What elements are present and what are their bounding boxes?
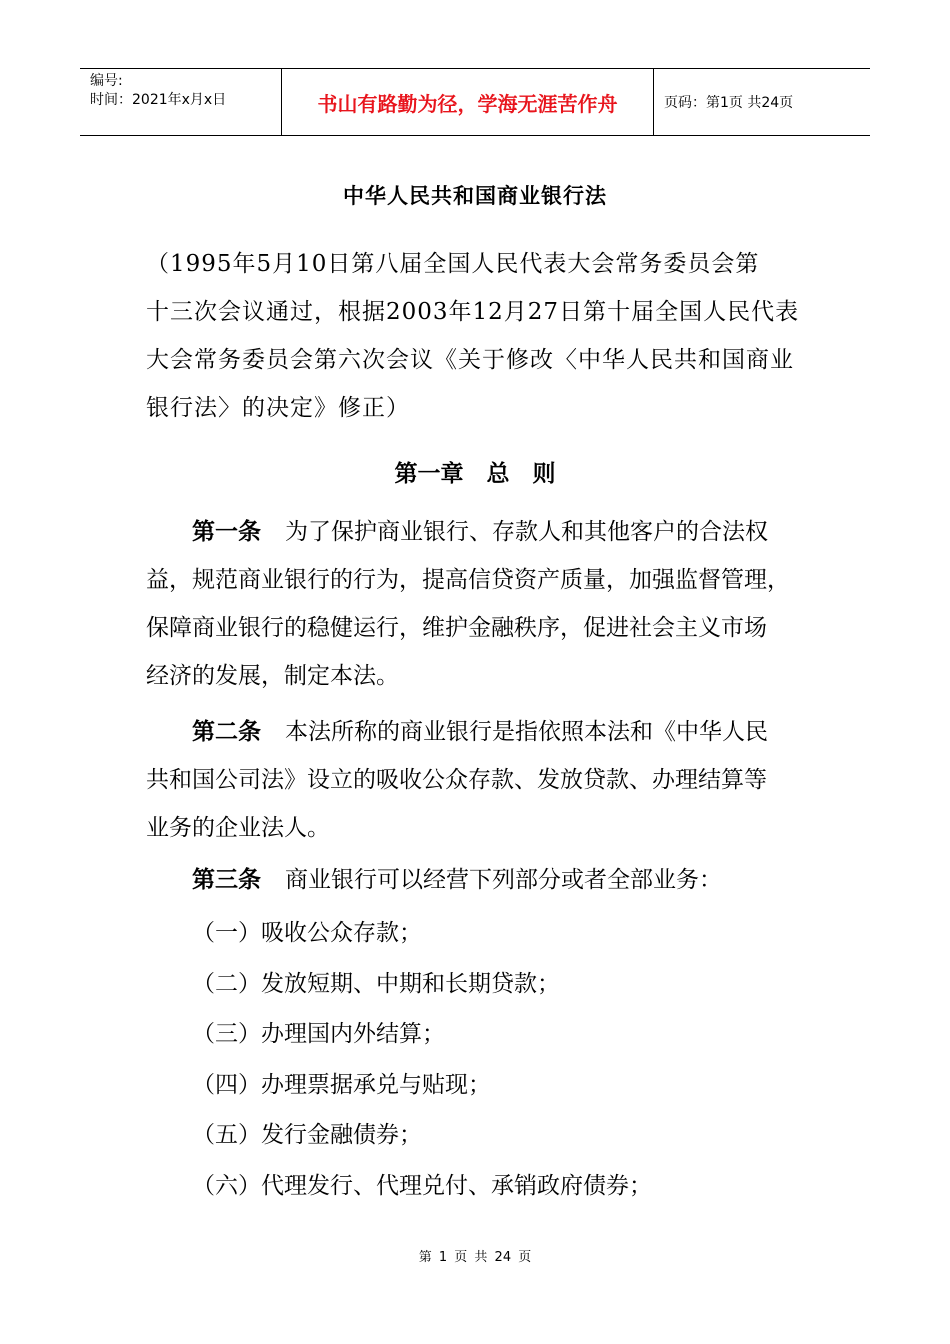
- note-line: 银行法〉的决定》修正）: [146, 395, 410, 421]
- chapter-heading: 第一章 总 则: [394, 461, 556, 487]
- note-line: 大会常务委员会第六次会议《关于修改〈中华人民共和国商业: [146, 347, 794, 373]
- article-1: [146, 508, 816, 700]
- document-number-label: 编号:: [90, 73, 123, 89]
- list-item: （三）办理国内外结算；: [192, 1021, 445, 1047]
- article-text: 为了保护商业银行、存款人和其他客户的合法权: [285, 519, 768, 545]
- header-meta: [80, 69, 282, 135]
- article-text: 本法所称的商业银行是指依照本法和《中华人民: [285, 719, 768, 745]
- article-label: 第三条: [192, 867, 261, 893]
- list-item: （四）办理票据承兑与贴现；: [192, 1071, 491, 1098]
- business-list: [192, 908, 652, 1211]
- article-text: 保障商业银行的稳健运行，维护金融秩序，促进社会主义市场: [146, 615, 767, 641]
- list-item: （二）发放短期、中期和长期贷款；: [192, 970, 560, 997]
- enactment-note: [146, 240, 816, 432]
- document-title: 中华人民共和国商业银行法: [343, 184, 607, 208]
- list-item: （五）发行金融债券；: [192, 1122, 422, 1148]
- list-item: （一）吸收公众存款；: [192, 920, 422, 946]
- page-footer: 第 1 页 共 24 页: [418, 1250, 532, 1265]
- article-text: 业务的企业法人。: [146, 815, 330, 841]
- header-page-info: 页码：第1页 共24页: [664, 95, 794, 111]
- article-text: 商业银行可以经营下列部分或者全部业务：: [285, 867, 722, 893]
- article-label: 第二条: [192, 719, 261, 745]
- article-text: 益，规范商业银行的行为，提高信贷资产质量，加强监督管理，: [146, 567, 790, 593]
- article-3: [146, 856, 816, 904]
- article-2: [146, 708, 816, 852]
- document-header: [80, 68, 870, 136]
- note-line: （1995年5月10日第八届全国人民代表大会常务委员会第: [146, 251, 760, 277]
- article-text: 共和国公司法》设立的吸收公众存款、发放贷款、办理结算等: [146, 767, 767, 793]
- article-text: 经济的发展，制定本法。: [146, 663, 399, 689]
- note-line: 十三次会议通过，根据2003年12月27日第十届全国人民代表: [146, 299, 800, 325]
- article-label: 第一条: [192, 519, 261, 545]
- list-item: （六）代理发行、代理兑付、承销政府债券；: [192, 1172, 652, 1199]
- header-motto: 书山有路勤为径，学海无涯苦作舟: [282, 69, 654, 135]
- document-date: 时间：2021年x月x日: [90, 92, 227, 108]
